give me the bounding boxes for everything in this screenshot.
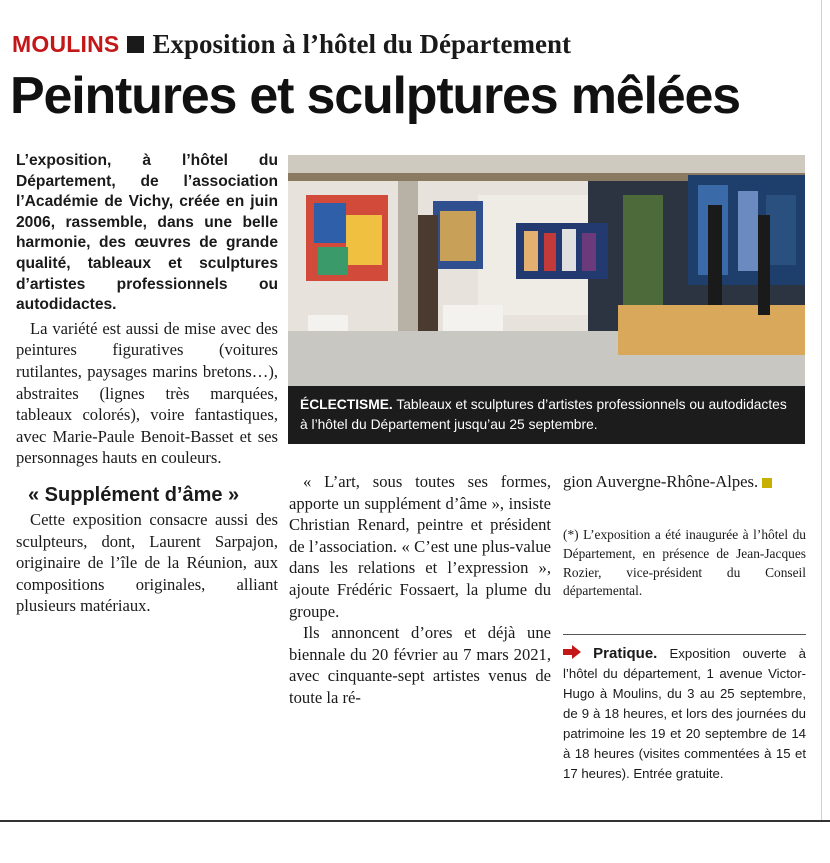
exhibition-photo [288,155,805,386]
lead-paragraph: L’exposition, à l’hôtel du Département, de l’association l’Académie de Vichy, créée en juin 2006, rassemble, dans une belle harmonie, des œuvres de grande qualité, tableaux et sculptures d’artistes professionnels ou autodidactes. [16,152,278,314]
exhibition-photo-illustration [288,155,805,386]
kicker [12,26,571,62]
arrow-right-icon [563,644,581,664]
paragraph-biennale: Ils annoncent d’ores et déjà une biennale du 20 février au 7 mars 2021, avec cinquante-sept artistes venus de toute la ré- [289,623,551,707]
caption-label: ÉCLECTISME. [300,397,393,412]
paragraph-variete: La variété est aussi de mise avec des peintures figuratives (voitures rutilantes, paysages marins bretons…), abstraites (lignes très marquées, tableaux colorés), voire fantastiques, avec Marie-Paule Benoit-Basset et ses personnages hauts en couleurs. [16,318,278,468]
pratique-text: Exposition ouverte à l’hôtel du département, 1 avenue Victor-Hugo à Moulins, du 3 au 25 septembre, de 9 à 18 heures, et lors des journées du patrimoine les 19 et 20 septembre de 14 à 18 heures (visites commentées à 15 et 17 heures). Entrée gratuite. [563,646,806,781]
footnote: (*) L’exposition a été inaugurée à l’hôtel du Département, en présence de Jean-Jacques Rozier, vice-président du Conseil départemental. [563,527,806,599]
photo-caption [288,386,805,444]
page-edge-line [821,0,822,820]
pratique-box [563,644,806,784]
headline: Peintures et sculptures mêlées [10,67,740,125]
paragraph-sculpteurs: Cette exposition consacre aussi des sculpteurs, dont, Laurent Sarpajon, originaire de l’île de la Réunion, aux compositions originales, alliant plusieurs matériaux. [16,509,278,616]
paragraph-region [563,471,806,493]
paragraph-quote: « L’art, sous toutes ses formes, apporte un supplément d’âme », insiste Christian Renard, peintre et président de l’association. « C’est une plus-value dans les relations et l’expression », ajoute Frédéric Fossaert, la plume du groupe. [289,472,551,621]
column-1 [16,151,278,617]
region-text: gion Auvergne-Rhône-Alpes. [563,472,759,491]
kicker-city: MOULINS [12,30,120,57]
pratique-label: Pratique. [593,645,658,662]
column-2 [289,471,551,709]
column-3 [563,471,806,493]
caption-text: Tableaux et sculptures d’artistes professionnels ou autodidactes à l’hôtel du Département jusqu’au 25 septembre. [300,397,787,432]
end-of-article-mark [762,478,772,488]
bottom-rule [0,820,830,822]
square-bullet-icon [127,36,144,53]
divider [563,634,806,635]
kicker-subtitle: Exposition à l’hôtel du Département [152,28,571,59]
intertitle: « Supplément d’âme » [28,483,240,506]
